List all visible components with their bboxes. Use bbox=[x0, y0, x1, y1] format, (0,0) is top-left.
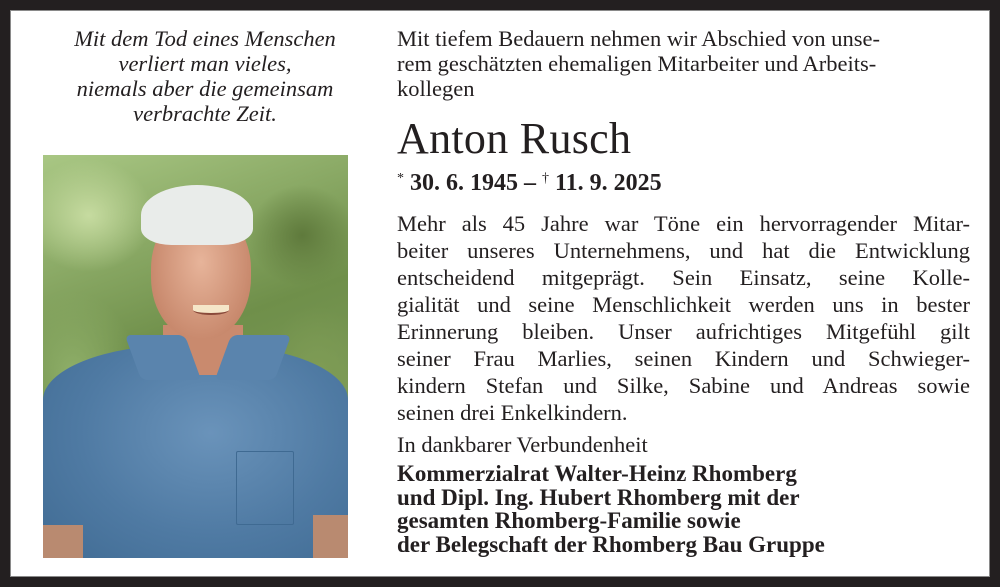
quote-line: verbrachte Zeit. bbox=[133, 101, 277, 126]
closing-phrase: In dankbarer Verbundenheit bbox=[397, 432, 648, 457]
quote-line: niemals aber die gemeinsam bbox=[76, 76, 334, 101]
photo-arm-right bbox=[313, 515, 348, 558]
portrait-photo bbox=[43, 155, 348, 558]
deceased-name: Anton Rusch bbox=[397, 114, 632, 163]
date-separator: – bbox=[518, 170, 542, 196]
obituary-text bbox=[397, 26, 970, 556]
death-date: 11. 9. 2025 bbox=[555, 170, 662, 196]
birth-date: 30. 6. 1945 bbox=[410, 170, 518, 196]
photo-arm-left bbox=[43, 525, 83, 558]
tribute-line: Mehr als 45 Jahre war Töne ein hervorragender Mitar- bbox=[397, 211, 970, 236]
quote-line: verliert man vieles, bbox=[118, 51, 292, 76]
death-cross-icon: † bbox=[542, 171, 549, 186]
birth-star-icon: * bbox=[397, 171, 404, 186]
tribute-line: gialität und seine Menschlichkeit werden uns in bester bbox=[397, 292, 970, 317]
tribute-paragraph bbox=[397, 210, 970, 426]
intro-line: Mit tiefem Bedauern nehmen wir Abschied von unse- bbox=[397, 26, 881, 51]
tribute-line: beiter unseres Unternehmens, und hat die Entwicklung bbox=[397, 238, 970, 263]
photo-pocket bbox=[236, 451, 294, 525]
signers bbox=[397, 462, 970, 556]
obituary-card bbox=[10, 10, 990, 577]
tribute-line: seinen drei Enkelkindern. bbox=[397, 400, 628, 425]
quote-line: Mit dem Tod eines Menschen bbox=[74, 26, 336, 51]
signer-line: der Belegschaft der Rhomberg Bau Gruppe bbox=[397, 531, 825, 557]
signer-line: gesamten Rhomberg-Familie sowie bbox=[397, 508, 741, 533]
life-dates bbox=[397, 165, 970, 197]
signer-line: Kommerzialrat Walter-Heinz Rhomberg bbox=[397, 461, 797, 486]
tribute-line: kindern Stefan und Silke, Sabine und Andreas sowie bbox=[397, 373, 970, 398]
photo-smile bbox=[193, 305, 229, 315]
intro-line: rem geschätzten ehemaligen Mitarbeiter und Arbeits- bbox=[397, 51, 877, 76]
memorial-quote bbox=[30, 26, 380, 126]
intro-paragraph bbox=[397, 26, 970, 101]
tribute-line: entscheidend mitgeprägt. Sein Einsatz, seine Kolle- bbox=[397, 265, 970, 290]
signer-line: und Dipl. Ing. Hubert Rhomberg mit der bbox=[397, 484, 800, 510]
tribute-line: seiner Frau Marlies, seinen Kindern und Schwieger- bbox=[397, 346, 970, 371]
photo-hair bbox=[141, 185, 253, 245]
tribute-line: Erinnerung bleiben. Unser aufrichtiges Mitgefühl gilt bbox=[397, 319, 970, 344]
intro-line: kollegen bbox=[397, 76, 475, 101]
